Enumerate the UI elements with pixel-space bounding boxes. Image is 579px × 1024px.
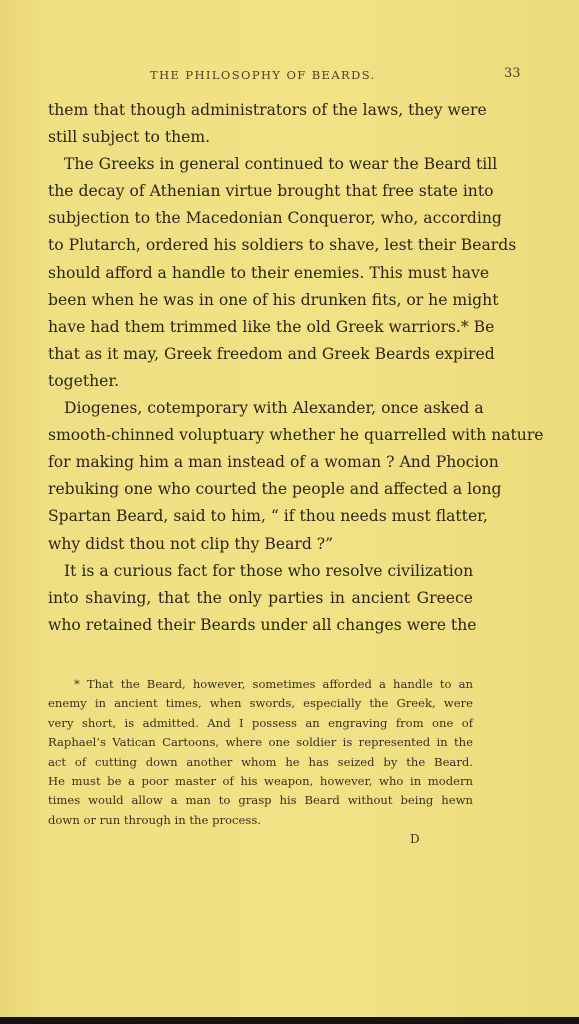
body-line: Spartan Beard, said to him, “ if thou needs must flatter, (48, 507, 488, 526)
footnote-line: act of cutting down another whom he has seized by the Beard. (48, 754, 473, 769)
body-line: should afford a handle to their enemies. This must have (48, 263, 490, 282)
footnote-line: very short, is admitted. And I possess an engraving from one of (48, 715, 473, 730)
body-line: that as it may, Greek freedom and Greek Beards expired (48, 344, 495, 363)
body-line: to Plutarch, ordered his soldiers to shave, lest their Beards (48, 236, 517, 255)
body-line: Diogenes, cotemporary with Alexander, once asked a (64, 399, 484, 418)
body-line: have had them trimmed like the old Greek warriors.* Be (48, 317, 495, 336)
body-line: It is a curious fact for those who resolve civilization (64, 561, 474, 580)
body-line: The Greeks in general continued to wear the Beard till (64, 155, 498, 174)
footnote (48, 675, 473, 830)
scan-edge (0, 1017, 579, 1024)
body-line: why didst thou not clip thy Beard ?” (48, 534, 334, 553)
footnote-line: down or run through in the process. (48, 812, 261, 827)
page-header (0, 64, 579, 88)
footnote-line: * That the Beard, however, sometimes afforded a handle to an (74, 677, 473, 691)
body-line: been when he was in one of his drunken fits, or he might (48, 290, 499, 309)
body-line: for making him a man instead of a woman ? And Phocion (48, 453, 499, 472)
body-line: who retained their Beards under all changes were the (48, 615, 477, 634)
footnote-line: He must be a poor master of his weapon, however, who in modern (48, 773, 473, 788)
page-number: 33 (504, 66, 521, 81)
body-line: smooth-chinned voluptuary whether he quarrelled with nature (48, 426, 544, 445)
signature-mark: D (410, 832, 420, 846)
body-text (48, 97, 544, 639)
footnote-line: Raphael’s Vatican Cartoons, where one soldier is represented in the (48, 735, 473, 750)
running-head: THE PHILOSOPHY OF BEARDS. (150, 68, 376, 82)
body-line: into shaving, that the only parties in ancient Greece (48, 588, 473, 607)
body-line: still subject to them. (48, 128, 211, 147)
footnote-line: enemy in ancient times, when swords, especially the Greek, were (48, 696, 473, 711)
body-line: them that though administrators of the laws, they were (48, 101, 487, 119)
body-line: the decay of Athenian virtue brought that free state into (48, 182, 494, 201)
body-line: together. (48, 371, 120, 390)
body-line: subjection to the Macedonian Conqueror, who, according (48, 209, 502, 228)
footnote-line: times would allow a man to grasp his Beard without being hewn (48, 793, 473, 808)
body-line: rebuking one who courted the people and affected a long (48, 480, 502, 499)
